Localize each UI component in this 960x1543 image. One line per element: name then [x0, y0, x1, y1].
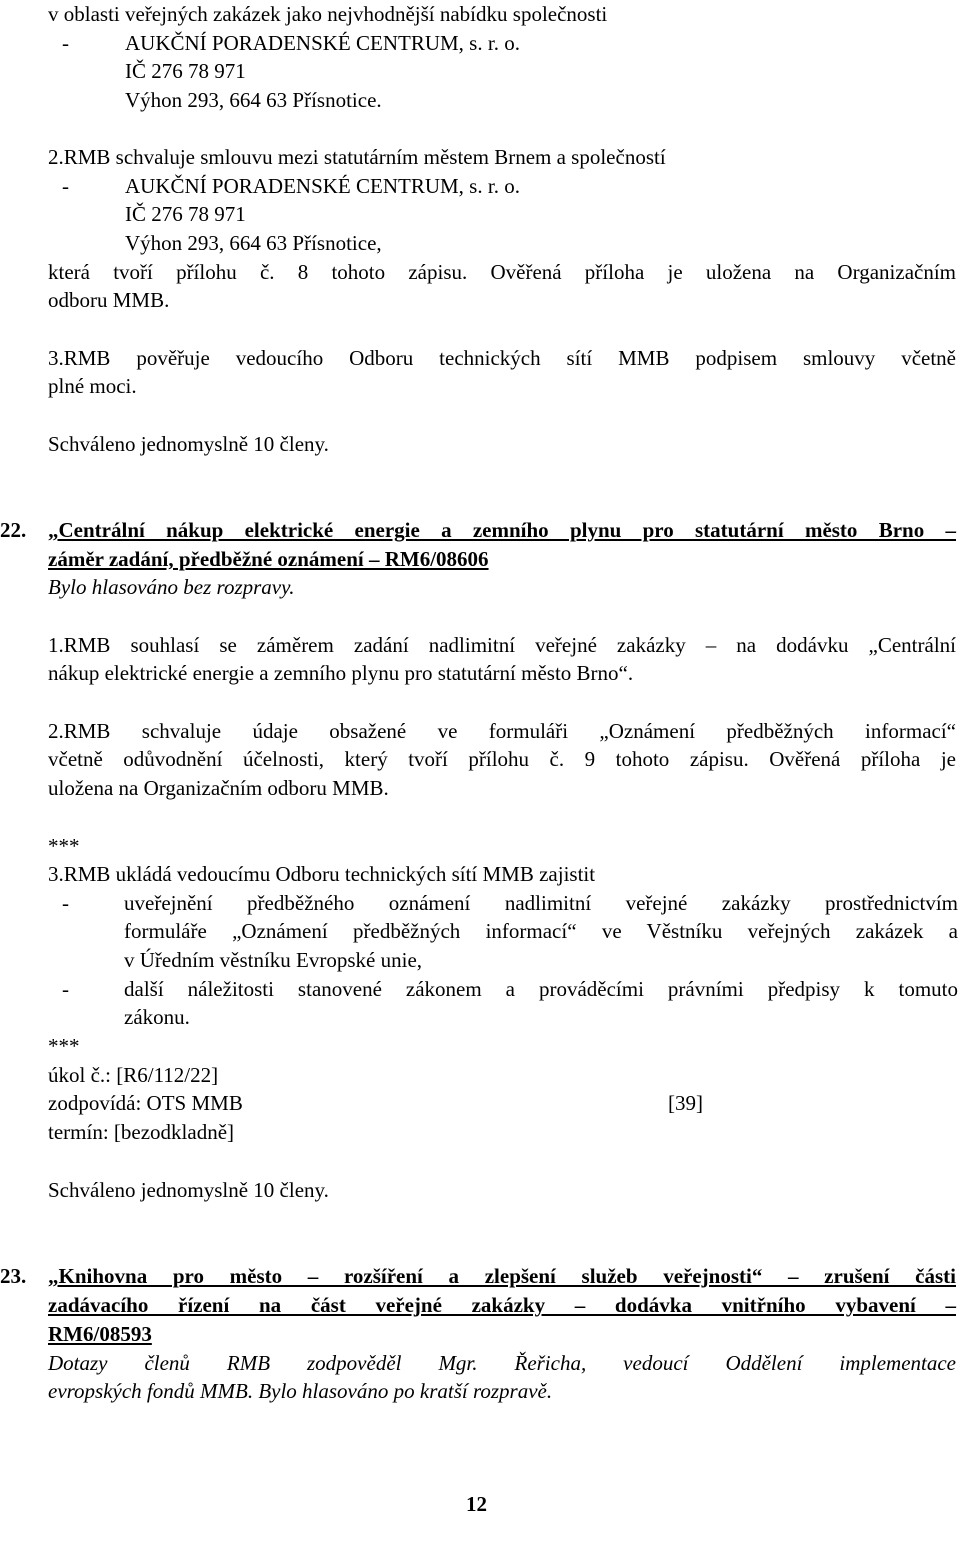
text-line: Výhon 293, 664 63 Přísnotice. — [125, 88, 382, 112]
text-line: zákonu. — [124, 1005, 190, 1029]
text-line: odboru MMB. — [48, 288, 170, 312]
dash-bullet: - — [62, 977, 69, 1001]
approval-line: Schváleno jednomyslně 10 členy. — [48, 432, 329, 456]
item-title: „Centrální nákup elektrické energie a zemního plynu pro statutární město Brno – — [48, 518, 956, 542]
text-line: IČ 276 78 971 — [125, 59, 246, 83]
task-deadline: termín: [bezodkladně] — [48, 1120, 235, 1144]
text-line: uložena na Organizačním odboru MMB. — [48, 776, 389, 800]
task-responsible: zodpovídá: OTS MMB — [48, 1091, 243, 1115]
task-code: [39] — [668, 1091, 703, 1115]
text-line: 2.RMB schvaluje údaje obsažené ve formuláři „Oznámení předběžných informací“ — [48, 719, 956, 743]
dash-bullet: - — [62, 31, 69, 55]
page-number: 12 — [466, 1492, 487, 1516]
text-line: v Úředním věstníku Evropské unie, — [124, 948, 423, 972]
text-line: v oblasti veřejných zakázek jako nejvhodnější nabídku společnosti — [48, 2, 608, 26]
item-number: 23. — [0, 1264, 27, 1288]
text-line: 3.RMB pověřuje vedoucího Odboru technických sítí MMB podpisem smlouvy včetně — [48, 346, 956, 370]
text-line: 1.RMB souhlasí se záměrem zadání nadlimitní veřejné zakázky – na dodávku „Centrální — [48, 633, 956, 657]
text-line: AUKČNÍ PORADENSKÉ CENTRUM, s. r. o. — [125, 31, 520, 55]
item-title: záměr zadání, předběžné oznámení – RM6/08606 — [48, 547, 489, 571]
text-line: další náležitosti stanovené zákonem a prováděcími právními předpisy k tomuto — [124, 977, 958, 1001]
task-number: úkol č.: [R6/112/22] — [48, 1063, 219, 1087]
text-line: včetně odůvodnění účelnosti, který tvoří přílohu č. 9 tohoto zápisu. Ověřená příloha je — [48, 747, 956, 771]
text-line: IČ 276 78 971 — [125, 202, 246, 226]
text-line: AUKČNÍ PORADENSKÉ CENTRUM, s. r. o. — [125, 174, 520, 198]
text-line: formuláře „Oznámení předběžných informací“ ve Věstníku veřejných zakázek a — [124, 919, 958, 943]
separator-stars: *** — [48, 1034, 80, 1058]
discussion-note: evropských fondů MMB. Bylo hlasováno po kratší rozpravě. — [48, 1379, 553, 1403]
approval-line: Schváleno jednomyslně 10 členy. — [48, 1178, 329, 1202]
text-line: uveřejnění předběžného oznámení nadlimitní veřejné zakázky prostřednictvím — [124, 891, 958, 915]
separator-stars: *** — [48, 834, 80, 858]
discussion-note: Bylo hlasováno bez rozpravy. — [48, 575, 295, 599]
dash-bullet: - — [62, 174, 69, 198]
text-line: nákup elektrické energie a zemního plynu pro statutární město Brno“. — [48, 661, 634, 685]
item-number: 22. — [0, 518, 27, 542]
item-title: RM6/08593 — [48, 1322, 152, 1346]
item-title: zadávacího řízení na část veřejné zakázky – dodávka vnitřního vybavení – — [48, 1293, 956, 1317]
dash-bullet: - — [62, 891, 69, 915]
text-line: která tvoří přílohu č. 8 tohoto zápisu. Ověřená příloha je uložena na Organizačním — [48, 260, 956, 284]
text-line: plné moci. — [48, 374, 137, 398]
item-title: „Knihovna pro město – rozšíření a zlepšení služeb veřejnosti“ – zrušení části — [48, 1264, 956, 1288]
discussion-note: Dotazy členů RMB zodpověděl Mgr. Řeřicha, vedoucí Oddělení implementace — [48, 1351, 956, 1375]
text-line: 2.RMB schvaluje smlouvu mezi statutárním městem Brnem a společností — [48, 145, 666, 169]
text-line: 3.RMB ukládá vedoucímu Odboru technických sítí MMB zajistit — [48, 862, 596, 886]
text-line: Výhon 293, 664 63 Přísnotice, — [125, 231, 382, 255]
